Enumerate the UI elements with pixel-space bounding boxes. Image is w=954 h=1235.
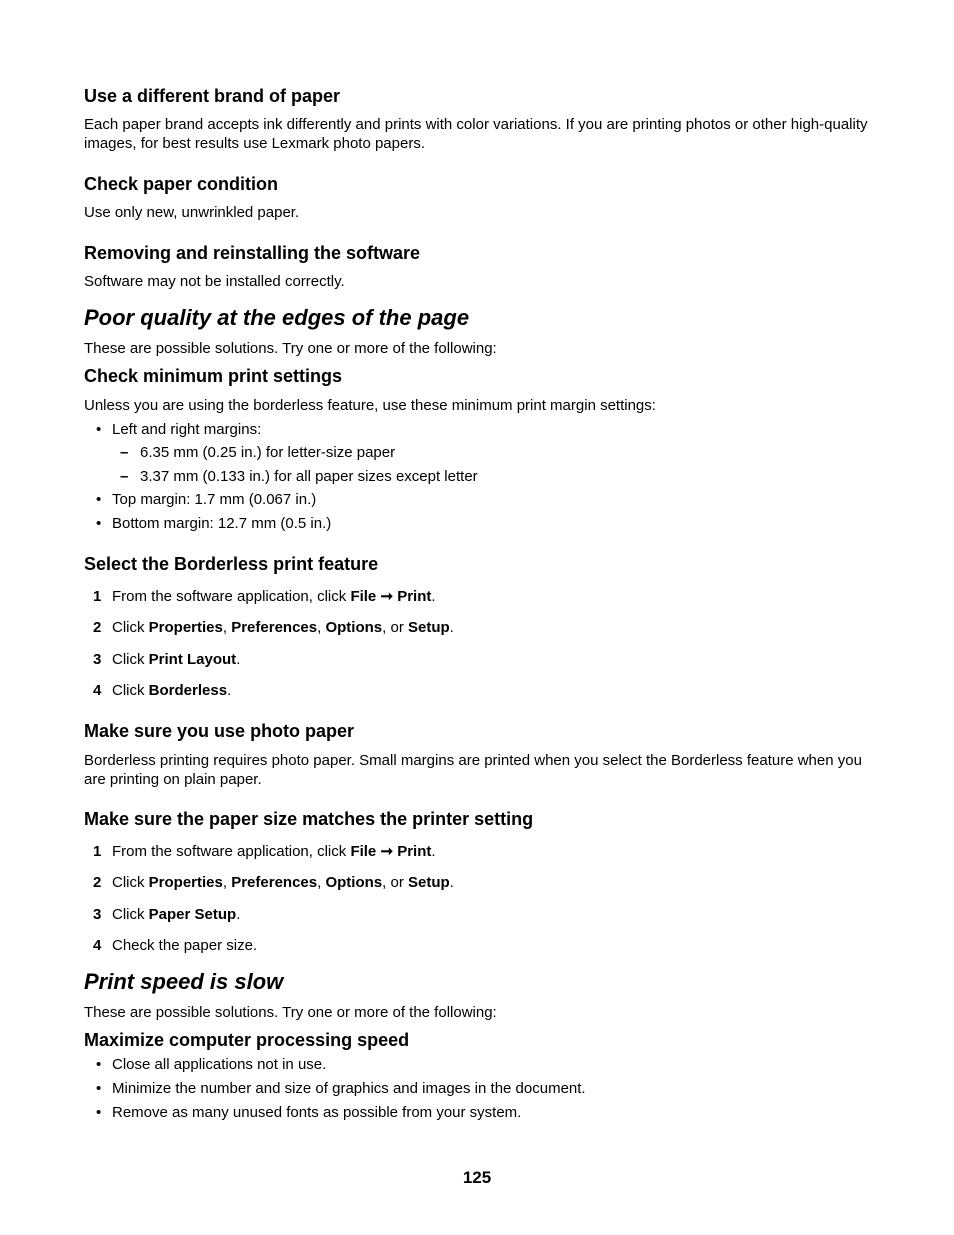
step-number: 4 — [93, 937, 102, 954]
dash-icon: – — [120, 444, 129, 461]
bullet-icon: • — [96, 515, 102, 532]
bullet-icon: • — [96, 1080, 102, 1097]
bullet-icon: • — [96, 491, 102, 508]
topic-title: Print speed is slow — [84, 969, 284, 994]
section-heading: Maximize computer processing speed — [84, 1030, 410, 1050]
paragraph: These are possible solutions. Try one or more of the following: — [84, 1004, 497, 1021]
paragraph: Borderless printing requires photo paper. Small margins are printed when you select the Borderless feature when you are printing on plain paper. — [84, 752, 862, 788]
section-heading: Removing and reinstalling the software — [84, 243, 421, 263]
paragraph: Software may not be installed correctly. — [84, 273, 345, 290]
sub-list-item: 3.37 mm (0.133 in.) for all paper sizes except letter — [140, 468, 478, 485]
step-number: 1 — [93, 588, 102, 605]
step-text: From the software application, click File ➞ Print. — [112, 588, 436, 605]
step-number: 3 — [93, 906, 102, 923]
dash-icon: – — [120, 468, 129, 485]
list-item: Close all applications not in use. — [112, 1056, 327, 1073]
list-item: Top margin: 1.7 mm (0.067 in.) — [112, 491, 317, 508]
step-number: 2 — [93, 874, 102, 891]
page-number: 125 — [462, 1168, 492, 1187]
arrow-icon: ➞ — [380, 843, 394, 860]
bullet-icon: • — [96, 421, 102, 438]
step-text: Click Paper Setup. — [112, 906, 241, 923]
bullet-icon: • — [96, 1104, 102, 1121]
arrow-icon: ➞ — [380, 588, 394, 605]
step-text: From the software application, click File ➞ Print. — [112, 843, 436, 860]
step-text: Click Properties, Preferences, Options, or Setup. — [112, 619, 454, 636]
topic-title: Poor quality at the edges of the page — [84, 305, 470, 330]
step-text: Click Borderless. — [112, 682, 232, 699]
section-heading: Use a different brand of paper — [84, 86, 341, 106]
section-heading: Check paper condition — [84, 174, 279, 194]
section-heading: Select the Borderless print feature — [84, 554, 379, 574]
step-text: Click Properties, Preferences, Options, or Setup. — [112, 874, 454, 891]
step-number: 1 — [93, 843, 102, 860]
step-number: 4 — [93, 682, 102, 699]
list-item: Left and right margins: — [112, 421, 262, 438]
section-heading: Check minimum print settings — [84, 366, 343, 386]
paragraph: These are possible solutions. Try one or more of the following: — [84, 340, 497, 357]
sub-list-item: 6.35 mm (0.25 in.) for letter-size paper — [140, 444, 396, 461]
list-item: Bottom margin: 12.7 mm (0.5 in.) — [112, 515, 332, 532]
list-item: Remove as many unused fonts as possible from your system. — [112, 1104, 522, 1121]
section-heading: Make sure you use photo paper — [84, 721, 355, 741]
section-heading: Make sure the paper size matches the printer setting — [84, 809, 534, 829]
paragraph: Unless you are using the borderless feature, use these minimum print margin settings: — [84, 397, 656, 414]
step-number: 2 — [93, 619, 102, 636]
list-item: Minimize the number and size of graphics and images in the document. — [112, 1080, 586, 1097]
bullet-icon: • — [96, 1056, 102, 1073]
step-number: 3 — [93, 651, 102, 668]
paragraph: Use only new, unwrinkled paper. — [84, 204, 300, 221]
step-text: Check the paper size. — [112, 937, 258, 954]
step-text: Click Print Layout. — [112, 651, 241, 668]
paragraph: Each paper brand accepts ink differently and prints with color variations. If you are printing photos or other high-quality images, for best results use Lexmark photo papers. — [84, 116, 868, 152]
